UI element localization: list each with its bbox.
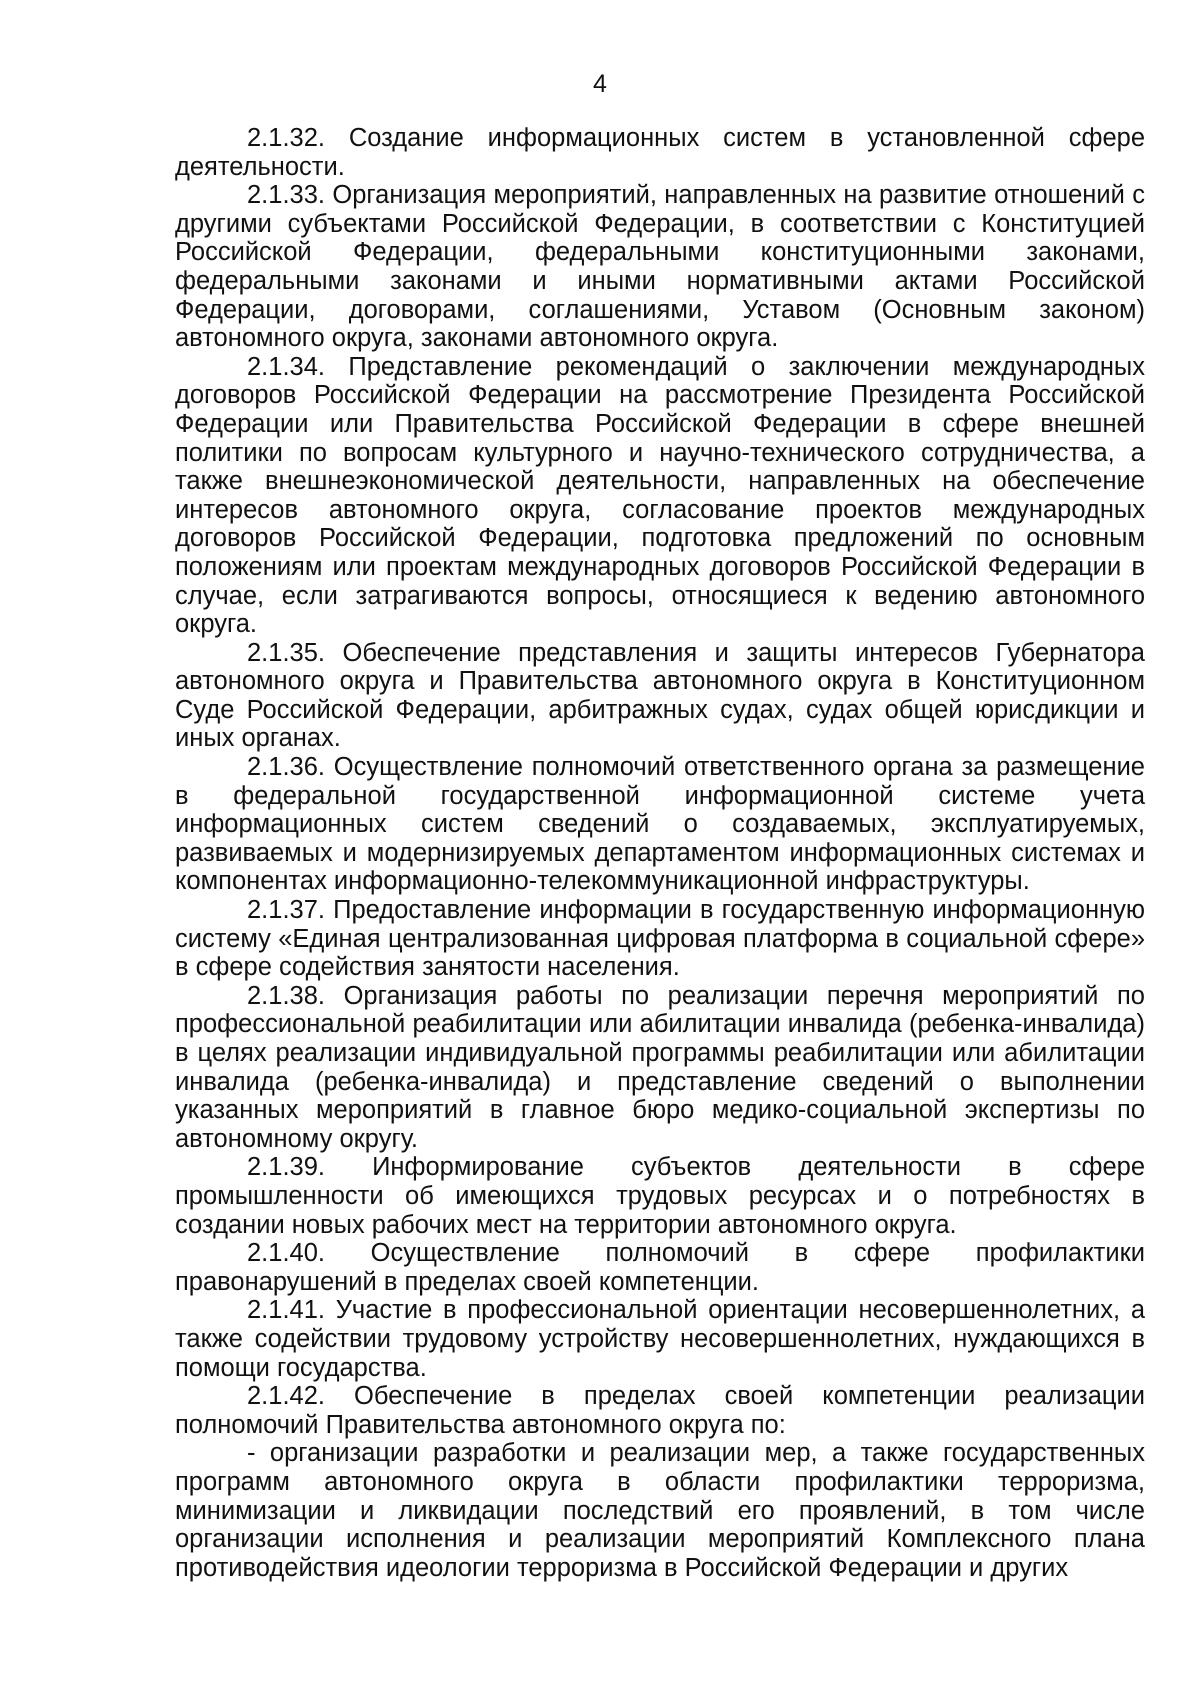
- paragraph-list-item: [175, 1439, 1145, 1582]
- page-number: 4: [593, 70, 607, 98]
- paragraph-2-1-33: [175, 181, 1145, 353]
- document-body: [175, 124, 1145, 1582]
- paragraph-number: 2.1.35.: [247, 638, 325, 667]
- paragraph-text: Организация работы по реализации перечня мероприятий по профессиональной реабилитации или абилитации инвалида (ребенка-инвалида) в целях реализации индивидуальной программы реабилитации или абилитации инвалида (ребенка-инвалида) и представление сведений о выполнении указанных мероприятий в главное бюро медико-социальной экспертизы по автономному округу.: [175, 981, 1145, 1153]
- paragraph-2-1-39: [175, 1153, 1145, 1239]
- paragraph-text: Участие в профессиональной ориентации несовершеннолетних, а также содействии трудовому устройству несовершеннолетних, нуждающихся в помощи государства.: [175, 1296, 1146, 1382]
- paragraph-text: Обеспечение представления и защиты интересов Губернатора автономного округа и Правительства автономного округа в Конституционном Суде Российской Федерации, арбитражных судах, судах общей юрисдикции и иных органах.: [175, 638, 1145, 753]
- paragraph-number: 2.1.34.: [247, 352, 325, 381]
- paragraph-text: Предоставление информации в государственную информационную систему «Единая централизованная цифровая платформа в социальной сфере» в сфере содействия занятости населения.: [175, 896, 1145, 982]
- paragraph-text: Организация мероприятий, направленных на развитие отношений с другими субъектами Российской Федерации, в соответствии с Конституцией Российской Федерации, федеральными конституционными законами, федеральными законами и иными нормативными актами Российской Федерации, договорами, соглашениями, Уставом (Основным законом) автономного округа, законами автономного округа.: [175, 181, 1145, 353]
- paragraph-number: 2.1.33.: [247, 181, 325, 210]
- paragraph-2-1-37: [175, 896, 1145, 982]
- paragraph-number: 2.1.40.: [247, 1239, 325, 1268]
- paragraph-number: 2.1.38.: [247, 981, 325, 1010]
- paragraph-number: 2.1.42.: [247, 1382, 325, 1411]
- paragraph-2-1-42: [175, 1382, 1145, 1439]
- paragraph-number: 2.1.39.: [247, 1153, 325, 1182]
- paragraph-2-1-40: [175, 1239, 1145, 1296]
- paragraph-text: Представление рекомендаций о заключении международных договоров Российской Федерации на рассмотрение Президента Российской Федерации или Правительства Российской Федерации в сфере внешней политики по вопросам культурного и научно-технического сотрудничества, а также внешнеэкономической деятельности, направленных на обеспечение интересов автономного округа, согласование проектов международных договоров Российской Федерации, подготовка предложений по основным положениям или проектам международных договоров Российской Федерации в случае, если затрагиваются вопросы, относящиеся к ведению автономного округа.: [175, 352, 1145, 639]
- paragraph-2-1-32: [175, 124, 1145, 181]
- paragraph-number: 2.1.41.: [247, 1296, 325, 1325]
- paragraph-number: 2.1.32.: [247, 124, 325, 152]
- paragraph-text: Осуществление полномочий в сфере профилактики правонарушений в пределах своей компетенции.: [175, 1239, 1145, 1296]
- paragraph-2-1-38: [175, 982, 1145, 1154]
- paragraph-text: - организации разработки и реализации мер, а также государственных программ автономного округа в области профилактики терроризма, минимизации и ликвидации последствий его проявлений, в том числе организации исполнения и реализации мероприятий Комплексного плана противодействия идеологии терроризма в Российской Федерации и других: [175, 1439, 1145, 1582]
- paragraph-number: 2.1.37.: [247, 896, 325, 925]
- paragraph-text: Информирование субъектов деятельности в сфере промышленности об имеющихся трудовых ресурсах и о потребностях в создании новых рабочих мест на территории автономного округа.: [175, 1153, 1145, 1239]
- paragraph-2-1-35: [175, 639, 1145, 753]
- paragraph-2-1-36: [175, 753, 1145, 896]
- paragraph-text: Обеспечение в пределах своей компетенции реализации полномочий Правительства автономного округа по:: [175, 1382, 1145, 1439]
- paragraph-2-1-34: [175, 353, 1145, 639]
- paragraph-number: 2.1.36.: [247, 753, 325, 782]
- paragraph-text: Осуществление полномочий ответственного органа за размещение в федеральной государственной информационной системе учета информационных систем сведений о создаваемых, эксплуатируемых, развиваемых и модернизируемых департаментом информационных системах и компонентах информационно-телекоммуникационной инфраструктуры.: [175, 753, 1145, 896]
- paragraph-text: Создание информационных систем в установленной сфере деятельности.: [175, 124, 1145, 181]
- paragraph-2-1-41: [175, 1296, 1145, 1382]
